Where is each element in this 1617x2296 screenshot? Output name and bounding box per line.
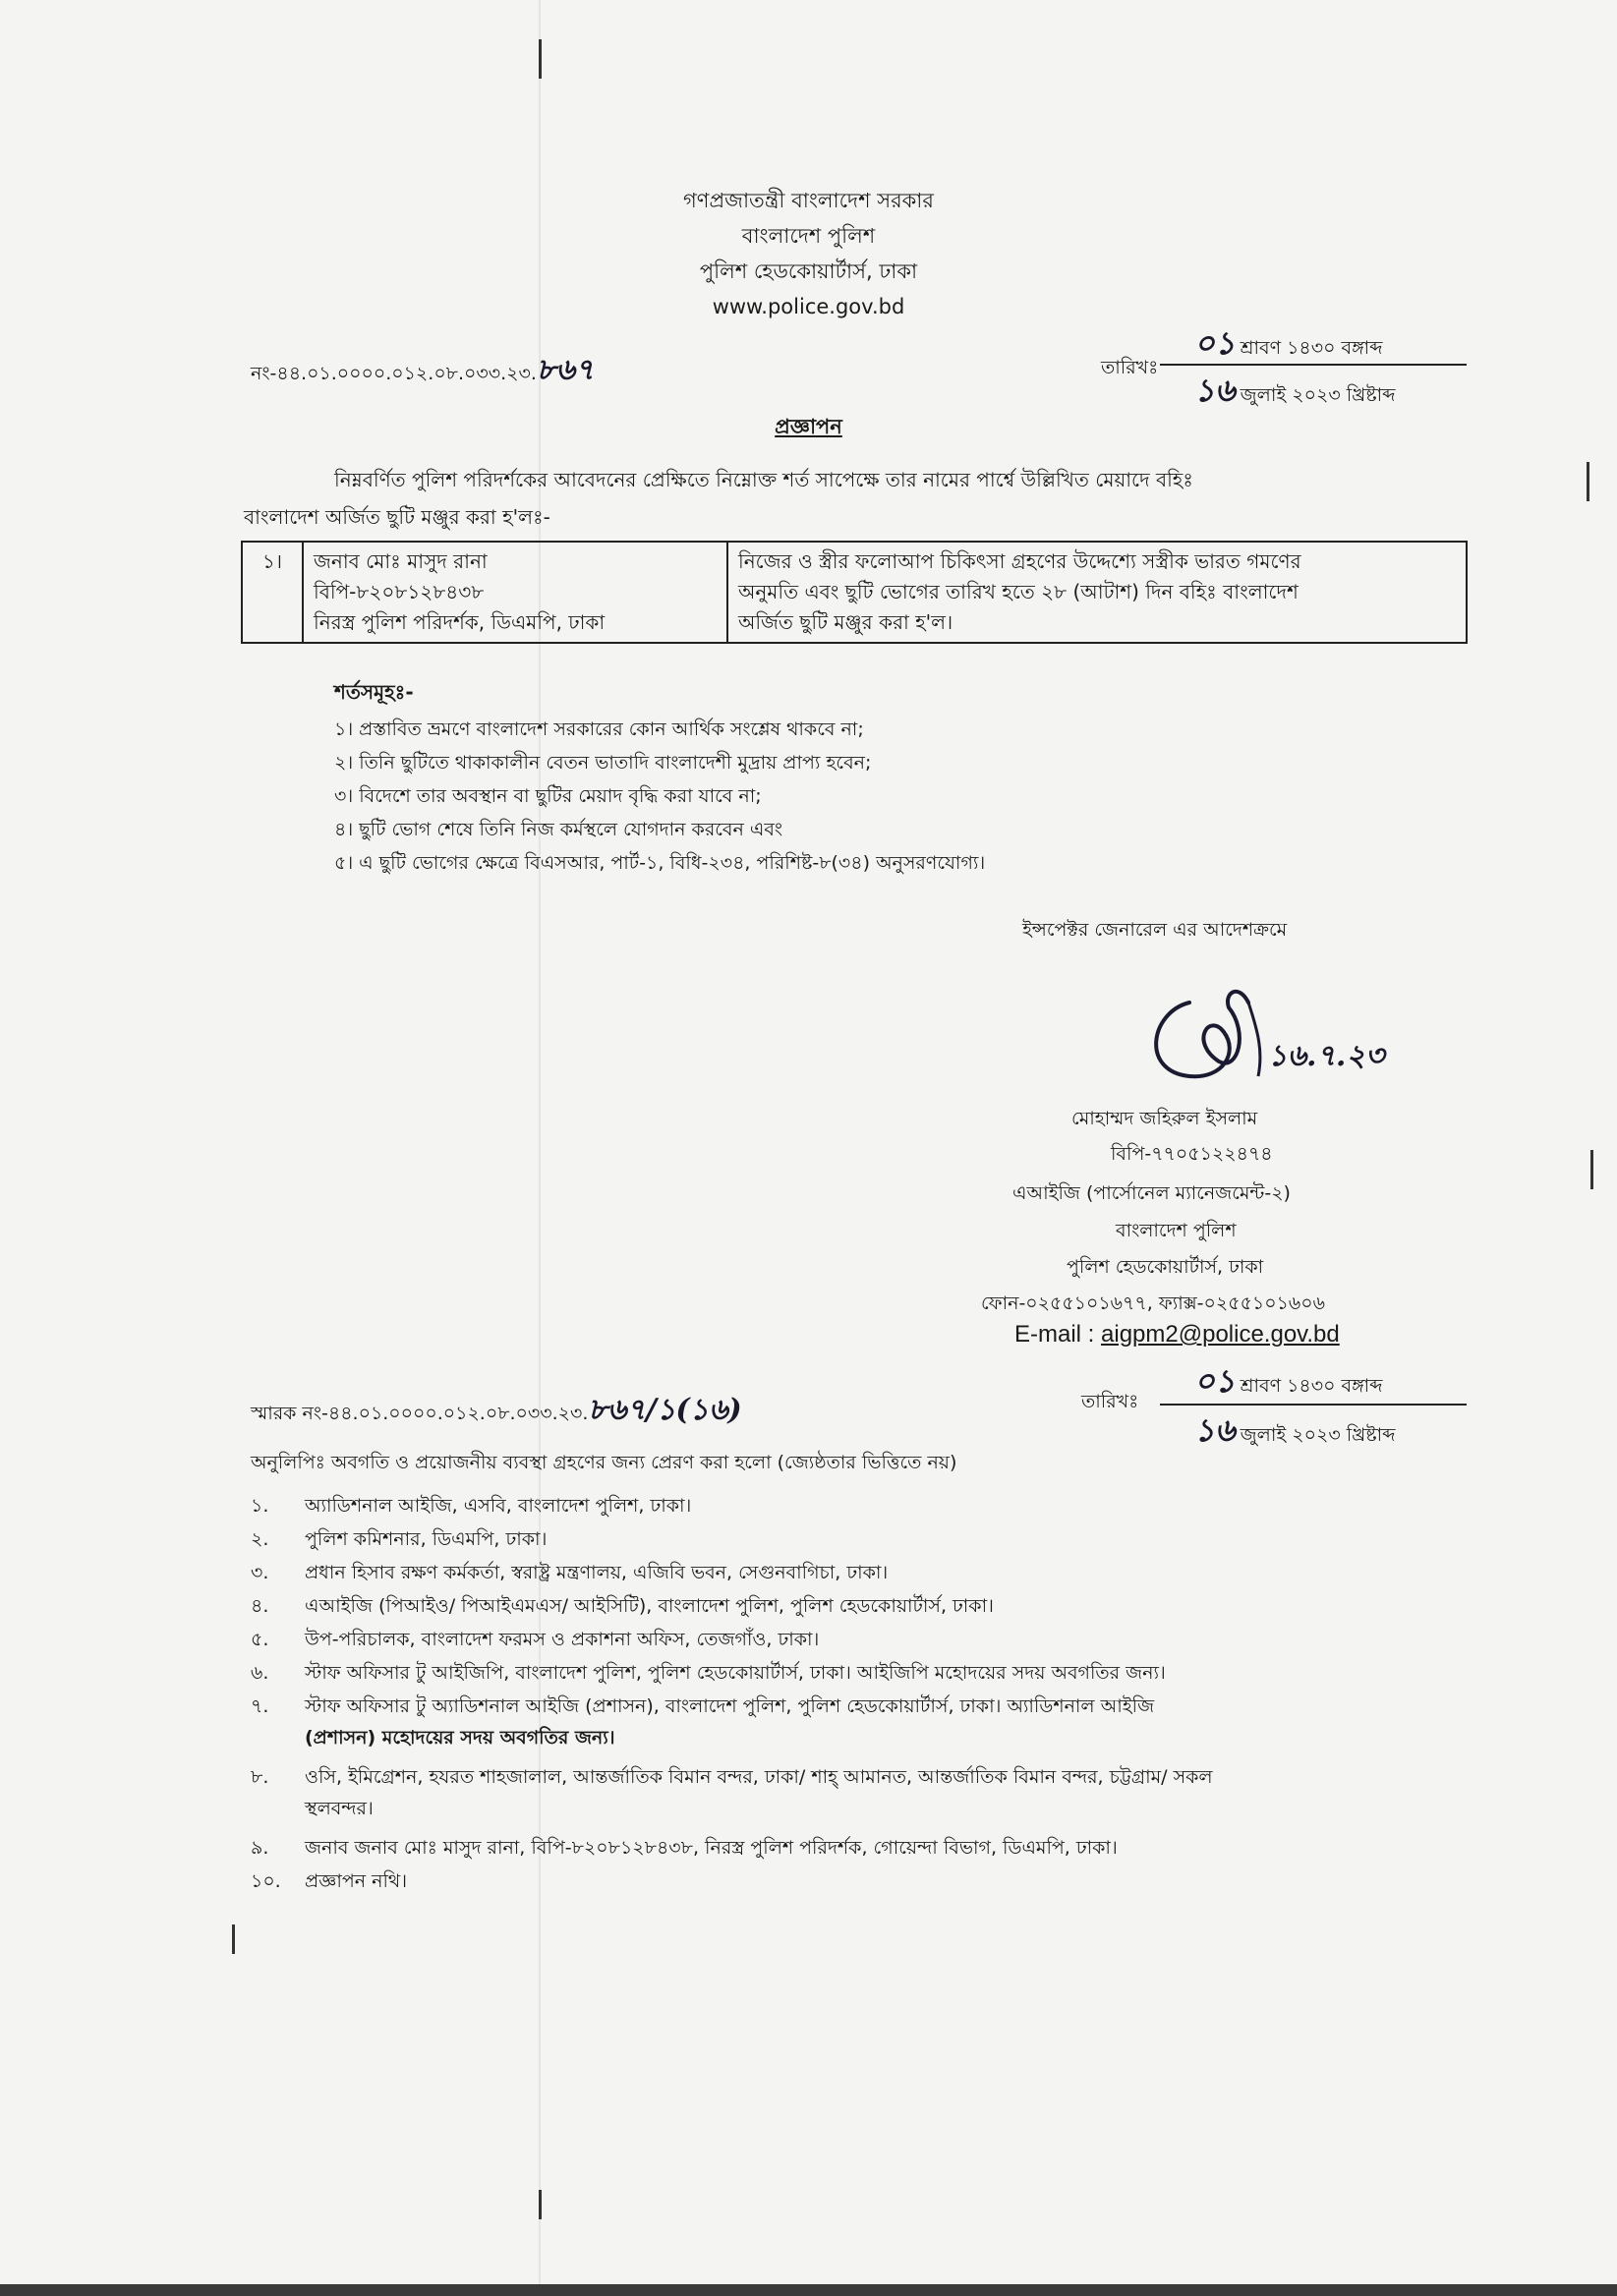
signatory-bp: বিপি-৭৭০৫১২২৪৭৪ [1111,1143,1273,1165]
date-label: তারিখঃ [1101,357,1159,378]
intro-line-1: নিম্নবর্ণিত পুলিশ পরিদর্শকের আবেদনের প্রেক্ষিতে নিম্নোক্ত শর্ত সাপেক্ষে তার নামের পার্শ্বে উল্লিখিত মেয়াদে বহিঃ [334,468,1193,491]
signatory-hq: পুলিশ হেডকোয়ার্টার্স, ঢাকা [1067,1256,1264,1278]
condition-item: ৫। এ ছুটি ভোগের ক্ষেত্রে বিএসআর, পার্ট-১, বিধি-২৩৪, পরিশিষ্ট-৮(৩৪) অনুসরণযোগ্য। [334,852,986,874]
conditions-heading: শর্তসমূহঃ- [334,680,414,704]
leave-grant-table [241,541,1468,644]
copy-number: ১০. [251,1870,281,1892]
signatory-name: মোহাম্মদ জহিরুল ইসলাম [1071,1108,1258,1129]
memo2-english-day-handwritten: ১৬ [1194,1411,1236,1449]
english-month-year: জুলাই ২০২৩ খ্রিষ্টাব্দ [1240,384,1396,406]
memo-number [251,346,594,396]
copy-recipient: জনাব জনাব মোঃ মাসুদ রানা, বিপি-৮২০৮১২৮৪৩৮, নিরস্ত্র পুলিশ পরিদর্শক, গোয়েন্দা বিভাগ, ডিএমপি, ঢাকা। [305,1837,1118,1859]
copy-number: ১. [251,1495,269,1517]
copy-number: ৯. [251,1837,269,1859]
bangla-day-handwritten: ০১ [1194,324,1236,362]
scan-mark [1590,1150,1593,1189]
memo2-english-month-year: জুলাই ২০২৩ খ্রিষ্টাব্দ [1240,1424,1396,1446]
memo2-bangla-date [1194,1356,1383,1409]
memo-number-handwritten: ৮৬৭ [536,353,595,387]
officer-designation: নিরস্ত্র পুলিশ পরিদর্শক, ডিএমপি, ঢাকা [314,610,606,634]
memo2-number-printed: স্মারক নং-৪৪.০১.০০০০.০১২.০৮.০৩৩.২৩. [251,1403,589,1424]
leave-detail-line: নিজের ও স্ত্রীর ফলোআপ চিকিৎসা গ্রহণের উদ্দেশ্যে সস্ত্রীক ভারত গমণের [738,549,1301,573]
leave-detail-line: অর্জিত ছুটি মঞ্জুর করা হ'ল। [738,610,953,634]
order-line: ইন্সপেক্টর জেনারেল এর আদেশক্রমে [1022,919,1288,941]
table-row [242,542,1467,643]
copy-recipient: ওসি, ইমিগ্রেশন, হযরত শাহজালাল, আন্তর্জাতিক বিমান বন্দর, ঢাকা/ শাহ্ আমানত, আন্তর্জাতিক বিমান বন্দর, চট্টগ্রাম/ সকল [305,1766,1213,1788]
header-hq: পুলিশ হেডকোয়ার্টার্স, ঢাকা [699,259,918,283]
memo2-number-handwritten: ৮৬৭/১(১৬) [588,1393,742,1427]
email-link[interactable]: aigpm2@police.gov.bd [1101,1321,1340,1348]
header-police: বাংলাদেশ পুলিশ [741,224,876,248]
officer-cell [303,542,727,643]
copy-recipient: উপ-পরিচালক, বাংলাদেশ ফরমস ও প্রকাশনা অফিস, তেজগাঁও, ঢাকা। [305,1629,820,1650]
copy-number: ৮. [251,1766,269,1788]
signatory-org: বাংলাদেশ পুলিশ [1116,1220,1237,1241]
copy-number: ৬. [251,1662,269,1684]
signature-date-handwritten: ১৬.৭.২৩ [1268,1039,1385,1073]
signatory-phone-fax: ফোন-০২৫৫১০১৬৭৭, ফ্যাক্স-০২৫৫১০১৬০৬ [981,1292,1325,1314]
intro-line-2: বাংলাদেশ অর্জিত ছুটি মঞ্জুর করা হ'লঃ- [244,505,550,529]
officer-name: জনাব মোঃ মাসুদ রানা [314,549,488,573]
copy-recipient: স্টাফ অফিসার টু অ্যাডিশনাল আইজি (প্রশাসন), বাংলাদেশ পুলিশ, পুলিশ হেডকোয়ার্টার্স, ঢাকা। অ্যাডিশনাল আইজি [305,1695,1155,1717]
copy-number: ৫. [251,1629,269,1650]
bangla-month-year: শ্রাবণ ১৪৩০ বঙ্গাব্দ [1240,337,1383,359]
memo2-date-label: তারিখঃ [1081,1391,1139,1412]
memo2-number [251,1386,742,1436]
scan-border [0,2284,1617,2296]
english-day-handwritten: ১৬ [1194,372,1236,409]
copy-number: ৪. [251,1595,269,1617]
memo2-bangla-day-handwritten: ০১ [1194,1362,1236,1400]
condition-item: ২। তিনি ছুটিতে থাকাকালীন বেতন ভাতাদি বাংলাদেশী মুদ্রায় প্রাপ্য হবেন; [334,752,872,774]
copy-recipient: এআইজি (পিআইও/ পিআইএমএস/ আইসিটি), বাংলাদেশ পুলিশ, পুলিশ হেডকোয়ার্টার্স, ঢাকা। [305,1595,994,1617]
officer-bp: বিপি-৮২০৮১২৮৪৩৮ [314,580,485,603]
copy-number: ২. [251,1528,269,1550]
paper-fold-line [539,0,541,2296]
copy-intro: অনুলিপিঃ অবগতি ও প্রয়োজনীয় ব্যবস্থা গ্রহণের জন্য প্রেরণ করা হলো (জ্যেষ্ঠতার ভিত্তিতে নয়) [251,1452,957,1473]
copy-number: ৩. [251,1562,269,1583]
memo2-english-date [1194,1406,1396,1459]
notification-title: প্রজ্ঞাপন [775,415,842,438]
copy-recipient-cont: (প্রশাসন) মহোদয়ের সদয় অবগতির জন্য। [305,1727,615,1749]
scan-mark [1587,462,1589,501]
header-government: গণপ্রজাতন্ত্রী বাংলাদেশ সরকার [683,189,934,212]
condition-item: ৩। বিদেশে তার অবস্থান বা ছুটির মেয়াদ বৃদ্ধি করা যাবে না; [334,785,762,807]
copy-recipient: পুলিশ কমিশনার, ডিএমপি, ঢাকা। [305,1528,548,1550]
memo-number-printed: নং-৪৪.০১.০০০০.০১২.০৮.০৩৩.২৩. [251,363,537,384]
email-label: E-mail : [1014,1321,1095,1348]
leave-detail-cell [727,542,1467,643]
memo2-bangla-month-year: শ্রাবণ ১৪৩০ বঙ্গাব্দ [1240,1375,1383,1397]
scan-mark [539,2190,542,2219]
signatory-designation: এআইজি (পার্সোনেল ম্যানেজমেন্ট-২) [1012,1182,1291,1204]
copy-recipient: প্রজ্ঞাপন নথি। [305,1870,408,1892]
condition-item: ৪। ছুটি ভোগ শেষে তিনি নিজ কর্মস্থলে যোগদান করবেন এবং [334,819,783,840]
condition-item: ১। প্রস্তাবিত ভ্রমণে বাংলাদেশ সরকারের কোন আর্থিক সংশ্লেষ থাকবে না; [334,718,864,740]
signatory-email [1014,1321,1340,1349]
copy-recipient: অ্যাডিশনাল আইজি, এসবি, বাংলাদেশ পুলিশ, ঢাকা। [305,1495,692,1517]
copy-recipient-cont: স্থলবন্দর। [305,1798,374,1819]
header-website: www.police.gov.bd [712,295,905,318]
scan-mark [539,39,542,79]
leave-detail-line: অনুমতি এবং ছুটি ভোগের তারিখ হতে ২৮ (আটাশ) দিন বহিঃ বাংলাদেশ [738,580,1299,603]
copy-recipient: প্রধান হিসাব রক্ষণ কর্মকর্তা, স্বরাষ্ট্র মন্ত্রণালয়, এজিবি ভবন, সেগুনবাগিচা, ঢাকা। [305,1562,889,1583]
copy-recipient: স্টাফ অফিসার টু আইজিপি, বাংলাদেশ পুলিশ, পুলিশ হেডকোয়ার্টার্স, ঢাকা। আইজিপি মহোদয়ের সদয় অবগতির জন্য। [305,1662,1166,1684]
serial-cell: ১। [242,542,303,643]
copy-number: ৭. [251,1695,269,1717]
scan-mark [232,1924,235,1954]
